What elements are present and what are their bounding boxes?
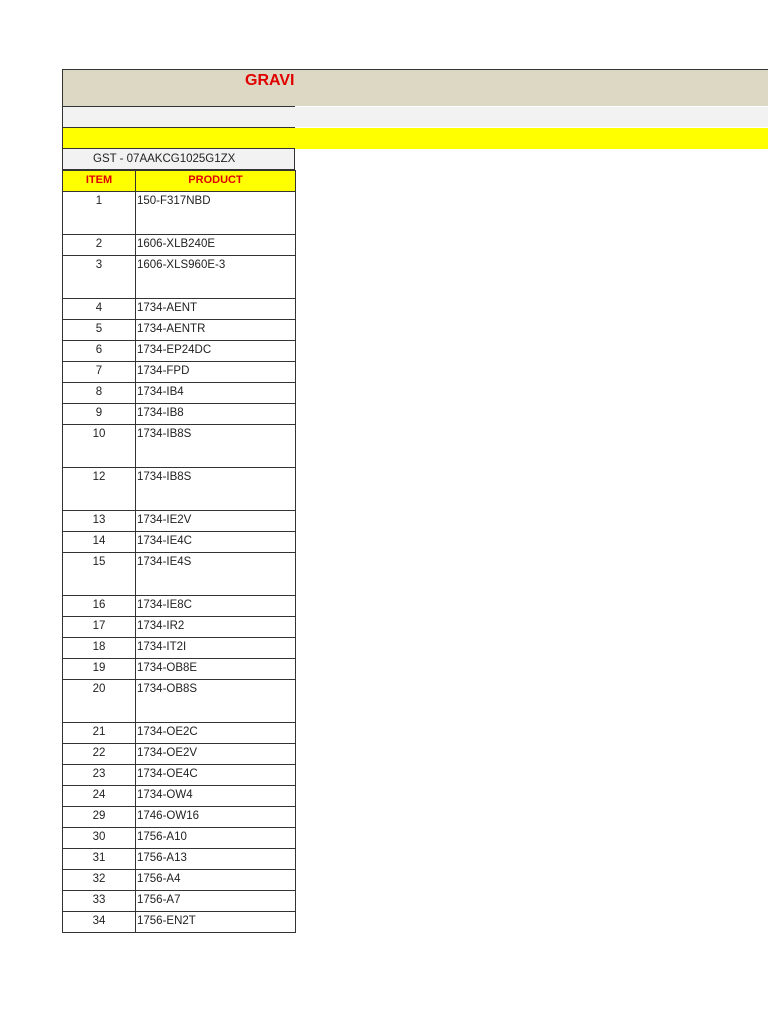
subheader-cell [62,107,295,128]
item-number-cell: 12 [63,468,136,511]
item-number-cell: 19 [63,659,136,680]
product-code-cell: 1756-EN2T [136,912,296,933]
product-code-cell: 1756-A7 [136,891,296,912]
table-row [63,383,296,404]
product-code-cell: 1734-OE2V [136,744,296,765]
item-number-cell: 5 [63,320,136,341]
table-row [63,870,296,891]
product-code-cell: 1734-IB8 [136,404,296,425]
product-code-cell: 1734-OB8E [136,659,296,680]
table-row [63,341,296,362]
item-number-cell: 23 [63,765,136,786]
table-row [63,299,296,320]
product-code-cell: 1734-EP24DC [136,341,296,362]
item-number-cell: 29 [63,807,136,828]
item-number-cell: 34 [63,912,136,933]
item-number-cell: 30 [63,828,136,849]
item-number-cell: 9 [63,404,136,425]
product-code-cell: 1734-IE8C [136,596,296,617]
product-code-cell: 1756-A10 [136,828,296,849]
table-row [63,596,296,617]
table-row [63,680,296,723]
item-number-cell: 21 [63,723,136,744]
product-code-cell: 1734-IE2V [136,511,296,532]
table-row [63,765,296,786]
gst-number: GST - 07AAKCG1025G1ZX [62,149,295,170]
table-row [63,235,296,256]
product-code-cell: 1734-IR2 [136,617,296,638]
table-row [63,511,296,532]
item-number-cell: 32 [63,870,136,891]
item-number-cell: 1 [63,192,136,235]
product-code-cell: 1734-OB8S [136,680,296,723]
table-row [63,468,296,511]
item-number-cell: 4 [63,299,136,320]
item-number-cell: 17 [63,617,136,638]
document-title: GRAVI [245,72,294,89]
table-row [63,659,296,680]
item-number-cell: 31 [63,849,136,870]
highlight-cell [62,128,295,149]
table-row [63,891,296,912]
product-code-cell: 1734-AENT [136,299,296,320]
table-row [63,723,296,744]
product-code-cell: 1734-IE4S [136,553,296,596]
product-code-cell: 1756-A4 [136,870,296,891]
item-number-cell: 13 [63,511,136,532]
product-code-cell: 1756-A13 [136,849,296,870]
item-number-cell: 8 [63,383,136,404]
product-code-cell: 1746-OW16 [136,807,296,828]
table-row [63,638,296,659]
item-number-cell: 18 [63,638,136,659]
product-code-cell: 1734-IB4 [136,383,296,404]
column-header-item: ITEM [63,171,136,192]
table-row [63,320,296,341]
item-number-cell: 16 [63,596,136,617]
product-code-cell: 1734-IE4C [136,532,296,553]
table-row [63,828,296,849]
product-code-cell: 1734-AENTR [136,320,296,341]
table-row [63,192,296,235]
product-code-cell: 1606-XLB240E [136,235,296,256]
item-number-cell: 24 [63,786,136,807]
item-number-cell: 2 [63,235,136,256]
product-code-cell: 1734-OW4 [136,786,296,807]
item-number-cell: 6 [63,341,136,362]
table-row [63,362,296,383]
table-row [63,425,296,468]
table-row [63,786,296,807]
item-number-cell: 14 [63,532,136,553]
table-row [63,532,296,553]
item-number-cell: 22 [63,744,136,765]
table-row [63,553,296,596]
item-number-cell: 33 [63,891,136,912]
table-row [63,849,296,870]
item-number-cell: 10 [63,425,136,468]
product-code-cell: 1734-FPD [136,362,296,383]
table-body [63,192,296,933]
table-row [63,912,296,933]
product-code-cell: 1734-IB8S [136,468,296,511]
table-row [63,807,296,828]
item-number-cell: 3 [63,256,136,299]
product-code-cell: 1734-IB8S [136,425,296,468]
item-number-cell: 7 [63,362,136,383]
item-number-cell: 20 [63,680,136,723]
column-header-product: PRODUCT [136,171,296,192]
product-code-cell: 1734-IT2I [136,638,296,659]
product-code-cell: 1734-OE4C [136,765,296,786]
table-row [63,744,296,765]
item-number-cell: 15 [63,553,136,596]
product-code-cell: 1734-OE2C [136,723,296,744]
product-table [62,170,296,933]
table-row [63,617,296,638]
product-code-cell: 150-F317NBD [136,192,296,235]
title-band [62,69,768,106]
product-code-cell: 1606-XLS960E-3 [136,256,296,299]
table-row [63,404,296,425]
table-row [63,256,296,299]
